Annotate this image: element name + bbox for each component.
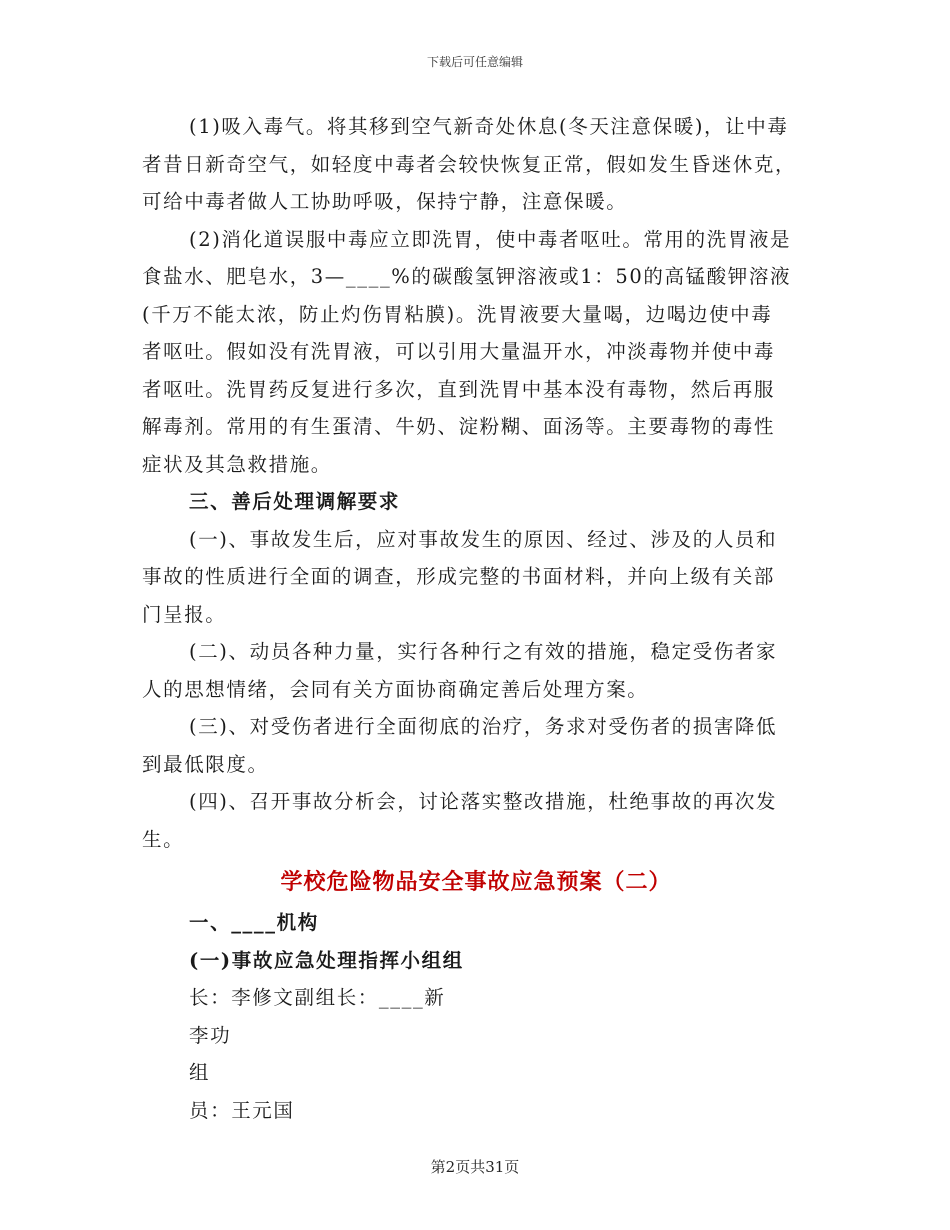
paragraph-line: 生。	[142, 827, 185, 851]
paragraph-line: (2)消化道误服中毒应立即洗胃，使中毒者呕吐。常用的洗胃液是	[189, 227, 792, 251]
paragraph-line: 者呕吐。洗胃药反复进行多次，直到洗胃中基本没有毒物，然后再服	[142, 377, 776, 401]
subsection-heading: (一)事故应急处理指挥小组组	[189, 948, 464, 972]
paragraph-line: 者呕吐。假如没有洗胃液，可以引用大量温开水，冲淡毒物并使中毒	[142, 340, 776, 363]
paragraph-line: 食盐水、肥皂水，3—____%的碳酸氢钾溶液或1：50的高锰酸钾溶液	[142, 265, 792, 288]
paragraph-line: 李功	[189, 1023, 232, 1047]
paragraph-line: 人的思想情绪，会同有关方面协商确定善后处理方案。	[142, 677, 649, 701]
paragraph-line: 症状及其急救措施。	[142, 452, 332, 476]
paragraph-line: 长：李修文副组长：____新	[189, 986, 446, 1009]
paragraph-line: 者昔日新奇空气，如轻度中毒者会较快恢复正常，假如发生昏迷休克，	[142, 152, 797, 176]
paragraph-line: (千万不能太浓，防止灼伤胃粘膜)。洗胃液要大量喝，边喝边使中毒	[142, 302, 773, 326]
paragraph-line: (四)、召开事故分析会，讨论落实整改措施，杜绝事故的再次发	[189, 790, 778, 813]
section-heading: 一、____机构	[189, 911, 319, 934]
paragraph-line: 事故的性质进行全面的调查，形成完整的书面材料，并向上级有关部	[142, 565, 776, 588]
document-body	[142, 108, 810, 1129]
paragraph-line: 门呈报。	[142, 602, 227, 626]
section-heading: 三、善后处理调解要求	[189, 490, 401, 513]
paragraph-line: 到最低限度。	[142, 752, 269, 776]
document-title: 学校危险物品安全事故应急预案（二）	[280, 869, 672, 895]
paragraph-line: (二)、动员各种力量，实行各种行之有效的措施，稳定受伤者家	[189, 640, 778, 663]
paragraph-line: 员：王元国	[189, 1098, 295, 1122]
page-header-note: 下载后可任意编辑	[426, 55, 523, 69]
paragraph-line: (一)、事故发生后，应对事故发生的原因、经过、涉及的人员和	[189, 527, 778, 551]
paragraph-line: (三)、对受伤者进行全面彻底的治疗，务求对受伤者的损害降低	[189, 715, 778, 738]
paragraph-line: 可给中毒者做人工协助呼吸，保持宁静，注意保暖。	[142, 190, 628, 213]
paragraph-line: 组	[189, 1061, 211, 1084]
paragraph-line: 解毒剂。常用的有生蛋清、牛奶、淀粉糊、面汤等。主要毒物的毒性	[142, 415, 776, 438]
paragraph-line: (1)吸入毒气。将其移到空气新奇处休息(冬天注意保暖)，让中毒	[189, 115, 789, 138]
page-number: 第2页共31页	[430, 1158, 520, 1176]
